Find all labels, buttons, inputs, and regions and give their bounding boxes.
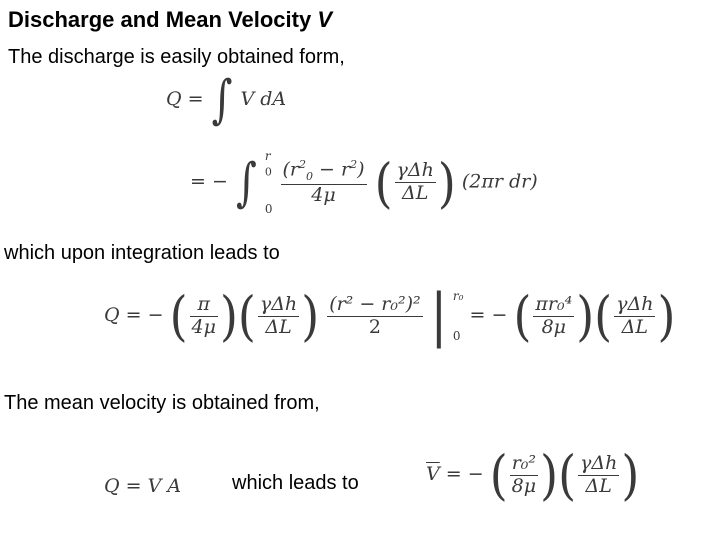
eq1-equals: =	[187, 88, 204, 110]
right-paren: )	[301, 284, 320, 348]
eq2-equals-minus-2: = −	[469, 304, 508, 326]
velocity-fraction	[510, 453, 538, 498]
area-element: (2πr dr)	[461, 170, 538, 193]
pi-fraction	[190, 294, 218, 339]
eval-upper: r₀	[452, 289, 464, 303]
velocity-profile-fraction	[281, 159, 367, 207]
evaluation-limits	[453, 290, 464, 342]
radius-fraction	[327, 294, 422, 339]
equation-discharge-integral	[166, 70, 287, 130]
num-sq: 2	[350, 157, 358, 171]
paragraph-leads-to: which leads to	[232, 472, 359, 494]
left-paren: (	[489, 443, 508, 507]
left-paren: (	[237, 284, 256, 348]
gradient-numerator: γΔh	[396, 159, 434, 182]
num-rest: − r	[313, 158, 351, 181]
page-title	[8, 7, 332, 33]
eq1b-equals-minus: = −	[190, 170, 228, 193]
num-sq0: 2	[299, 157, 307, 171]
integral-sign: ∫	[235, 152, 257, 213]
gradient-fraction	[395, 160, 436, 205]
eq4-lhs: $\overline{V}$	[426, 463, 440, 485]
equation-discharge-result	[104, 282, 676, 350]
equation-q-equals-va: Q = V A	[104, 475, 182, 497]
eq4-equals-minus: = −	[445, 463, 484, 485]
integral-sign: ∫	[211, 70, 233, 130]
equation-mean-velocity	[426, 443, 640, 507]
left-paren: (	[169, 284, 188, 348]
gradient-denominator: ΔL	[258, 316, 299, 339]
radius-numerator: (r² − r₀²)²	[329, 292, 421, 315]
left-paren: (	[513, 284, 532, 348]
paragraph-discharge-intro: The discharge is easily obtained form,	[8, 46, 345, 68]
gradient-fraction	[614, 294, 655, 339]
right-paren: )	[437, 151, 456, 214]
title-text: Discharge and Mean Velocity	[8, 7, 318, 32]
equation-discharge-expanded	[190, 150, 538, 215]
paragraph-integration: which upon integration leads to	[4, 242, 280, 264]
gradient-denominator: ΔL	[395, 182, 436, 205]
eq1-lhs: Q	[166, 88, 182, 110]
integral-limits	[265, 150, 273, 215]
velocity-denominator: 8μ	[511, 474, 537, 497]
gradient-fraction	[578, 453, 619, 498]
radius-denominator: 2	[327, 316, 422, 339]
eval-lower: 0	[452, 329, 461, 343]
fraction-numerator	[281, 159, 367, 184]
upper-limit-sub: 0	[264, 165, 272, 179]
lower-limit: 0	[264, 202, 273, 217]
gradient-numerator: γΔh	[616, 292, 654, 315]
num-close: )	[357, 158, 365, 181]
left-paren: (	[594, 284, 613, 348]
num-sub0: 0	[306, 170, 314, 184]
eq2-equals-minus: = −	[125, 304, 164, 326]
eq2-lhs: Q	[104, 304, 120, 326]
pi-numerator: π	[197, 292, 210, 315]
right-paren: )	[621, 443, 640, 507]
right-paren: )	[657, 284, 676, 348]
left-paren: (	[558, 443, 577, 507]
velocity-numerator: r₀²	[511, 451, 537, 474]
title-symbol: V	[317, 7, 333, 32]
evaluation-bar: |	[430, 282, 447, 350]
right-paren: )	[540, 443, 559, 507]
num-open: (r	[282, 158, 300, 181]
paragraph-mean-velocity: The mean velocity is obtained from,	[4, 392, 320, 414]
eq1-integrand: V dA	[240, 88, 287, 110]
result-denominator: 8μ	[533, 316, 574, 339]
gradient-numerator: γΔh	[259, 292, 298, 315]
result-numerator: πr₀⁴	[535, 292, 573, 315]
left-paren: (	[374, 151, 393, 214]
gradient-denominator: ΔL	[614, 316, 655, 339]
gradient-denominator: ΔL	[578, 475, 619, 498]
result-fraction	[533, 294, 574, 339]
gradient-fraction	[258, 294, 299, 339]
pi-denominator: 4μ	[191, 315, 216, 338]
gradient-numerator: γΔh	[580, 451, 618, 474]
right-paren: )	[576, 284, 595, 348]
upper-limit: r	[264, 149, 271, 163]
right-paren: )	[219, 284, 238, 348]
fraction-denominator: 4μ	[281, 184, 367, 207]
